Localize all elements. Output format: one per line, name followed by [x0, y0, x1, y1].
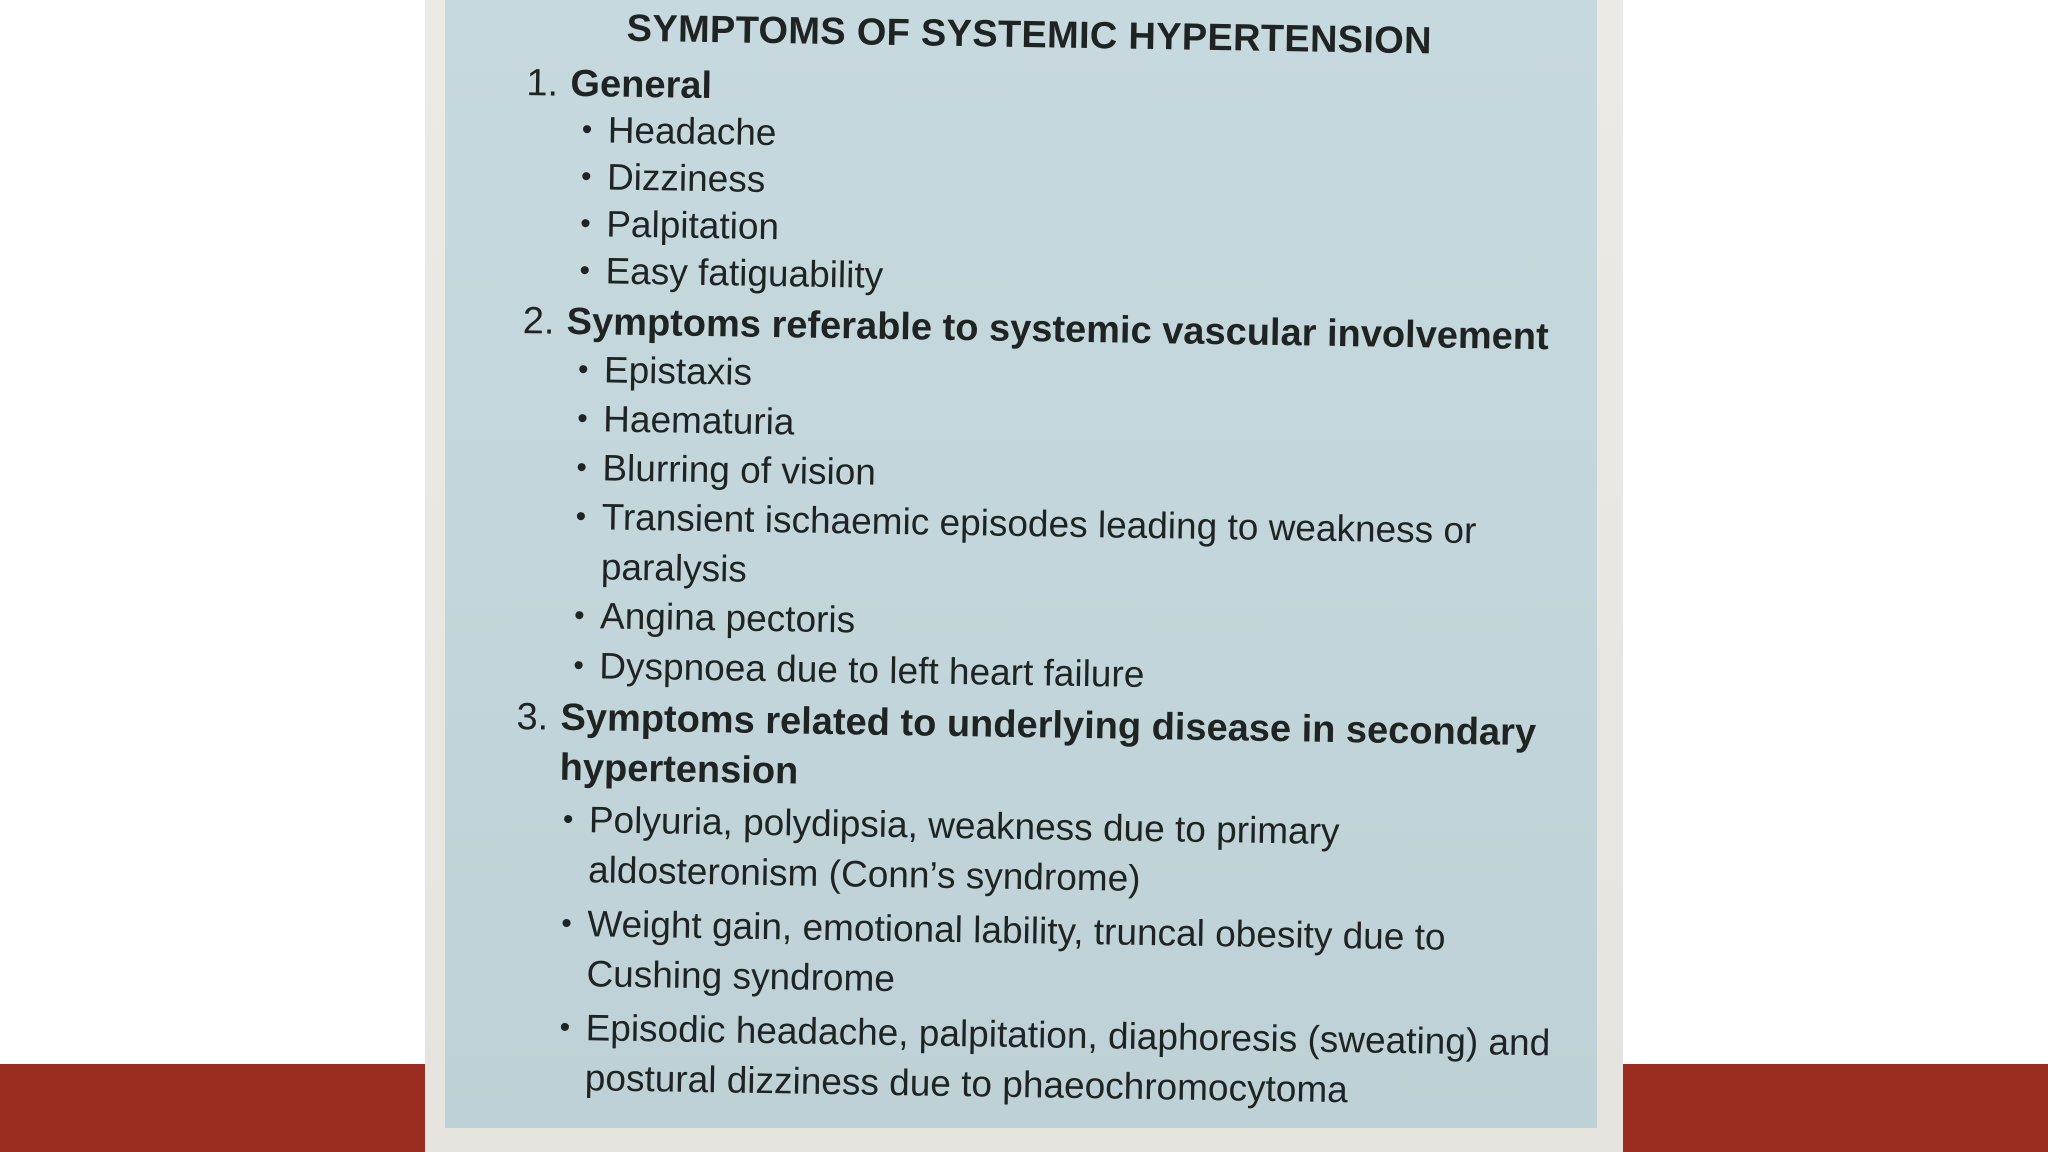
section-2-title: Symptoms referable to systemic vascular involvement: [566, 300, 1550, 359]
section-3-title-line-1: Symptoms related to underlying disease in secondary: [560, 696, 1537, 755]
page-content: [445, 0, 1597, 1128]
item-line-2: paralysis: [600, 546, 748, 590]
list-item: • Weight gain, emotional lability, truncal obesity due to Cushing syndrome: [560, 899, 1446, 1013]
section-3-heading: [516, 693, 1554, 809]
section-3-title-line-2: hypertension: [559, 746, 799, 793]
list-item: • Blurring of vision: [576, 443, 876, 498]
page-title: SYMPTOMS OF SYSTEMIC HYPERTENSION: [626, 7, 1433, 63]
list-item: • Haematuria: [577, 394, 795, 447]
bullet: •: [580, 160, 592, 194]
list-item: • Polyuria, polydipsia, weakness due to primary aldosteronism (Conn’s syndrome): [562, 795, 1340, 907]
bullet: •: [581, 113, 593, 147]
list-item: • Headache: [581, 105, 776, 158]
list-item: • Angina pectoris: [574, 591, 856, 645]
bullet: •: [573, 598, 585, 633]
bullet: •: [573, 648, 585, 683]
bullet: •: [562, 802, 574, 836]
bullet: •: [580, 207, 592, 241]
bullet: •: [575, 500, 587, 534]
textbook-page: [445, 0, 1597, 1128]
list-item: • Episodic headache, palpitation, diaphoresis (sweating) and postural dizziness due to phaeochromocytoma: [558, 1003, 1550, 1119]
list-item: • Dyspnoea due to left heart failure: [573, 641, 1145, 700]
list-item: • Epistaxis: [578, 345, 753, 398]
bullet: •: [561, 906, 573, 940]
bullet: •: [576, 451, 588, 485]
list-item: • Dizziness: [581, 152, 766, 205]
textbook-photo: [425, 0, 1623, 1152]
bullet: •: [577, 353, 589, 387]
bullet: •: [579, 254, 591, 288]
list-item: • Palpitation: [580, 199, 780, 252]
list-item: [575, 492, 1584, 608]
section-3-number: 3.: [516, 696, 549, 739]
bullet: •: [559, 1010, 571, 1044]
section-1-title: General: [570, 62, 713, 108]
section-2-number: 2.: [522, 300, 555, 343]
section-1-number: 1.: [526, 62, 559, 105]
item-line-1: Transient ischaemic episodes leading to weakness or: [601, 496, 1477, 552]
section-1-heading: [526, 59, 713, 111]
bullet: •: [576, 402, 589, 436]
list-item: • Easy fatiguability: [579, 246, 883, 301]
